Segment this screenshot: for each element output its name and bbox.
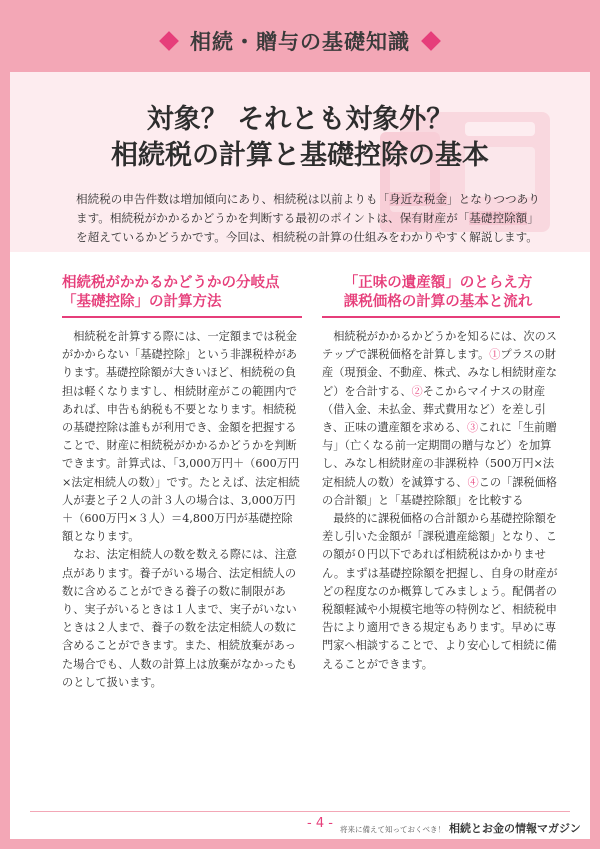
lead-highlight-2: 基礎控除額 — [469, 211, 528, 225]
footer-divider — [30, 811, 570, 812]
lead-paragraph — [76, 190, 546, 247]
magazine-tagline: 将来に備えて知っておくべき！ — [340, 825, 445, 834]
right-column-heading — [328, 274, 548, 312]
left-paragraph-1: 相続税を計算する際には、一定額までは税金がかからない「基礎控除」という非課税枠があります。基礎控除額が大きいほど、相続税の負担は軽くなりますし、相続財産がこの範囲内であれば、申告も納税も不要となります。相続税の基礎控除は誰もが利用でき、金額を把握することで、財産に相続税がかかるかどうかを判断できます。計算式は、「3,000万円＋（600万円×法定相続人の数）」です。たとえば、法定相続人が妻と子２人の計３人の場合は、3,000万円＋（600万円×３人）＝4,800万円が基礎控除額となります。 — [62, 330, 300, 544]
headline — [10, 102, 590, 174]
page — [10, 10, 590, 839]
magazine-credit — [340, 817, 580, 836]
lead-text-1: 相続税の申告件数は増加傾向にあり、相続税は以前よりも「 — [76, 192, 390, 206]
section-header — [10, 10, 590, 72]
step-4-marker: ④ — [467, 475, 479, 489]
step-2-text: そこからマイナスの財産（借入金、未払金、葬式費用など）を差し引き、正味の遺産額を求める、 — [322, 384, 546, 435]
right-paragraph-2: 最終的に課税価格の合計額から基礎控除額を差し引いた金額が「課税遺産総額」となり、この額が０円以下であれば相続税はかかりません。まずは基礎控除額を把握し、自身の財産がどの程度なのか概算してみましょう。配偶者の税額軽減や小規模宅地等の特例など、相続税申告により適用できる規定もあります。早めに専門家へ相談することで、より安心して相続に備えることができます。 — [322, 512, 558, 671]
step-3-marker: ③ — [467, 421, 479, 435]
section-title: 相続・贈与の基礎知識 — [190, 30, 410, 54]
right-heading-line-2: 課税価格の計算の基本と流れ — [343, 294, 533, 310]
lead-text-3: 」を超えているかどうかです。今回は、相続税の計算の仕組みをわかりやすく解説します。 — [76, 211, 539, 244]
lead-text-2: 」となりつつあります。相続税がかかるかどうかを判断する最初のポイントは、保有財産が「 — [76, 192, 540, 225]
left-column-body — [62, 328, 300, 692]
diamond-icon-right — [421, 31, 441, 51]
headline-line-1: 対象？ それとも対象外？ — [146, 104, 454, 135]
left-heading-line-2: 「基礎控除」の計算方法 — [62, 294, 222, 310]
step-2-marker: ② — [411, 384, 423, 398]
step-4-text: この「課税価格の合計額」と「基礎控除額」を比較する — [322, 475, 557, 507]
step-1-marker: ① — [489, 348, 501, 362]
lead-highlight-1: 身近な税金 — [389, 192, 448, 206]
right-paragraph-1 — [322, 328, 560, 510]
step-1-text: プラスの財産（現預金、不動産、株式、みなし相続財産など）を合計する、 — [322, 348, 557, 398]
diamond-icon-left — [159, 31, 179, 51]
right-heading-line-1: 「正味の遺産額」のとらえ方 — [343, 275, 533, 291]
left-heading-line-1: 相続税がかかるかどうかの分岐点 — [62, 275, 280, 291]
magazine-name: 相続とお金の情報マガジン — [449, 822, 581, 835]
left-paragraph-2: なお、法定相続人の数を数える際には、注意点があります。養子がいる場合、法定相続人の数に含めることができる養子の数に制限があり、実子がいるときは１人まで、実子がいないときは２人まで、養子の数を法定相続人の数に含めることができます。また、相続放棄があった場合でも、人数の計算上は放棄がなかったものとして扱います。 — [62, 548, 297, 689]
right-intro: 相続税がかかるかどうかを知るには、次のステップで課税価格を計算します。 — [322, 330, 557, 362]
page-number: - 4 - — [307, 816, 333, 831]
left-column-heading — [62, 274, 312, 312]
left-heading-rule — [62, 316, 302, 318]
right-heading-rule — [322, 316, 560, 318]
headline-line-2: 相続税の計算と基礎控除の基本 — [111, 140, 489, 171]
step-3-text: これに「生前贈与」（亡くなる前一定期間の贈与など）を加算し、みなし相続財産の非課税枠（500万円×法定相続人の数）を減算する、 — [322, 421, 557, 489]
right-column-body — [322, 328, 560, 674]
